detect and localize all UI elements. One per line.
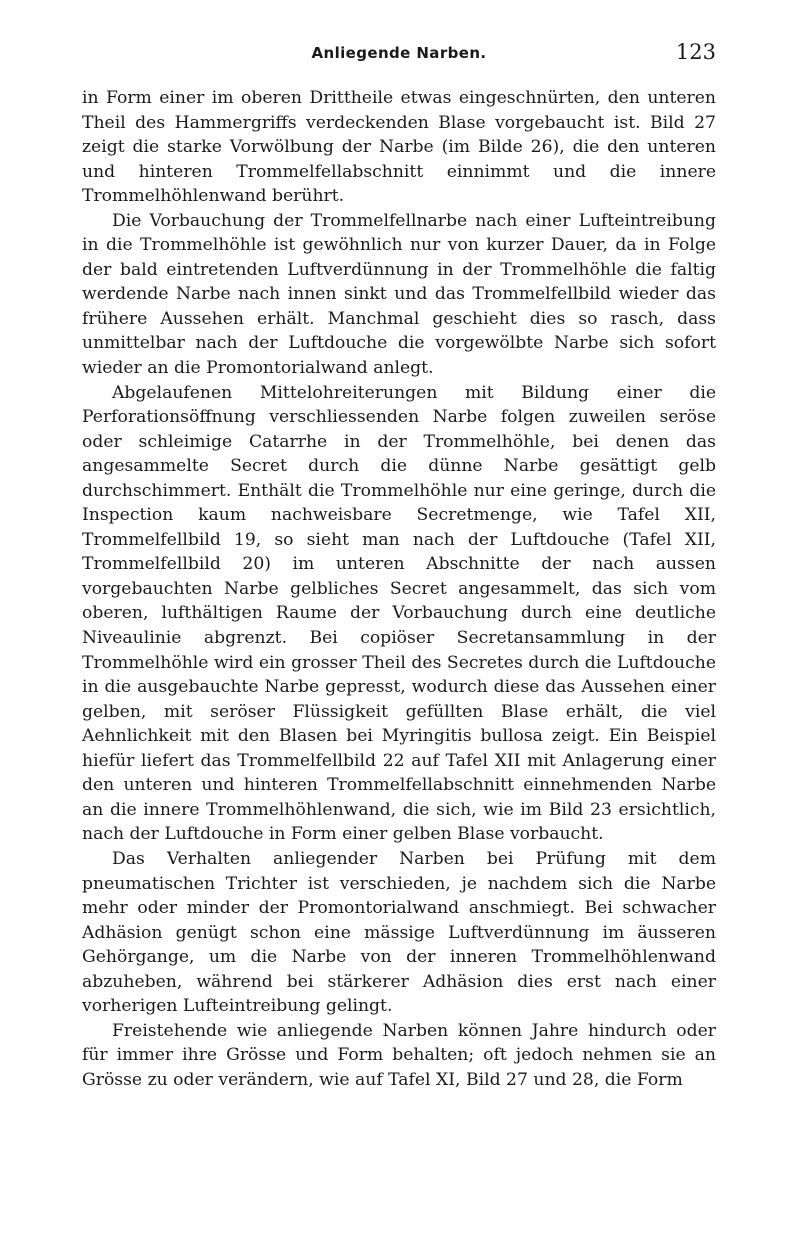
body-text [82,86,716,1092]
running-head [82,40,716,66]
paragraph-freistehende-narben: Freistehende wie anliegende Narben können Jahre hindurch oder für immer ihre Grösse und Form behalten; oft jedoch nehmen sie an Grösse zu oder verändern, wie auf Tafel XI, Bild 27 und 28, die Form [82,1020,716,1090]
paragraph-mittelohreiterungen: Abgelaufenen Mittelohreiterungen mit Bildung einer die Perforationsöffnung verschliessenden Narbe folgen zuweilen seröse oder schleimige Catarrhe in der Trommelhöhle, bei denen das angesammelte Secret durch die dünne Narbe gesättigt gelb durchschimmert. Enthält die Trommelhöhle nur eine geringe, durch die Inspection kaum nachweisbare Secretmenge, wie Tafel XII, Trommelfellbild 19, so sieht man nach der Luftdouche (Tafel XII, Trommelfellbild 20) im unteren Abschnitte der nach aussen vorgebauchten Narbe gelbliches Secret angesammelt, das sich vom oberen, lufthältigen Raume der Vorbauchung durch eine deutliche Niveaulinie abgrenzt. Bei copiöser Secretansammlung in der Trommelhöhle wird ein grosser Theil des Secretes durch die Luftdouche in die ausgebauchte Narbe gepresst, wodurch diese das Aussehen einer gelben, mit seröser Flüssigkeit gefüllten Blase erhält, die viel Aehnlichkeit mit den Blasen bei Myringitis bullosa zeigt. Ein Beispiel hiefür liefert das Trommelfellbild 22 auf Tafel XII mit Anlagerung einer den unteren und hinteren Trommelfellabschnitt einnehmenden Narbe an die innere Trommelhöhlenwand, die sich, wie im Bild 23 ersichtlich, nach der Luftdouche in Form einer gelben Blase vorbaucht. [82,382,716,845]
page-number: 123 [675,40,716,64]
paragraph-vorbauchung: Die Vorbauchung der Trommelfellnarbe nach einer Lufteintreibung in die Trommelhöhle ist gewöhnlich nur von kurzer Dauer, da in Folge der bald eintretenden Luftverdünnung in der Trommelhöhle die faltig werdende Narbe nach innen sinkt und das Trommelfellbild wieder das frühere Aussehen erhält. Manchmal geschieht dies so rasch, dass unmittelbar nach der Luftdouche die vorgewölbte Narbe sich sofort wieder an die Promontorialwand anlegt. [82,210,716,379]
paragraph-continuation: in Form einer im oberen Drittheile etwas eingeschnürten, den unteren Theil des Hammergriffs verdeckenden Blase vorgebaucht ist. Bild 27 zeigt die starke Vorwölbung der Narbe (im Bilde 26), die den unteren und hinteren Trommelfellabschnitt einnimmt und die innere Trommelhöhlenwand berührt. [82,88,716,207]
running-title: Anliegende Narben. [311,44,487,62]
paragraph-pneumatischer-trichter: Das Verhalten anliegender Narben bei Prüfung mit dem pneumatischen Trichter ist verschieden, je nachdem sich die Narbe mehr oder minder der Promontorialwand anschmiegt. Bei schwacher Adhäsion genügt schon eine mässige Luftverdünnung im äusseren Gehörgange, um die Narbe von der inneren Trommelhöhlenwand abzuheben, während bei stärkerer Adhäsion dies erst nach einer vorherigen Lufteintreibung gelingt. [82,848,716,1017]
